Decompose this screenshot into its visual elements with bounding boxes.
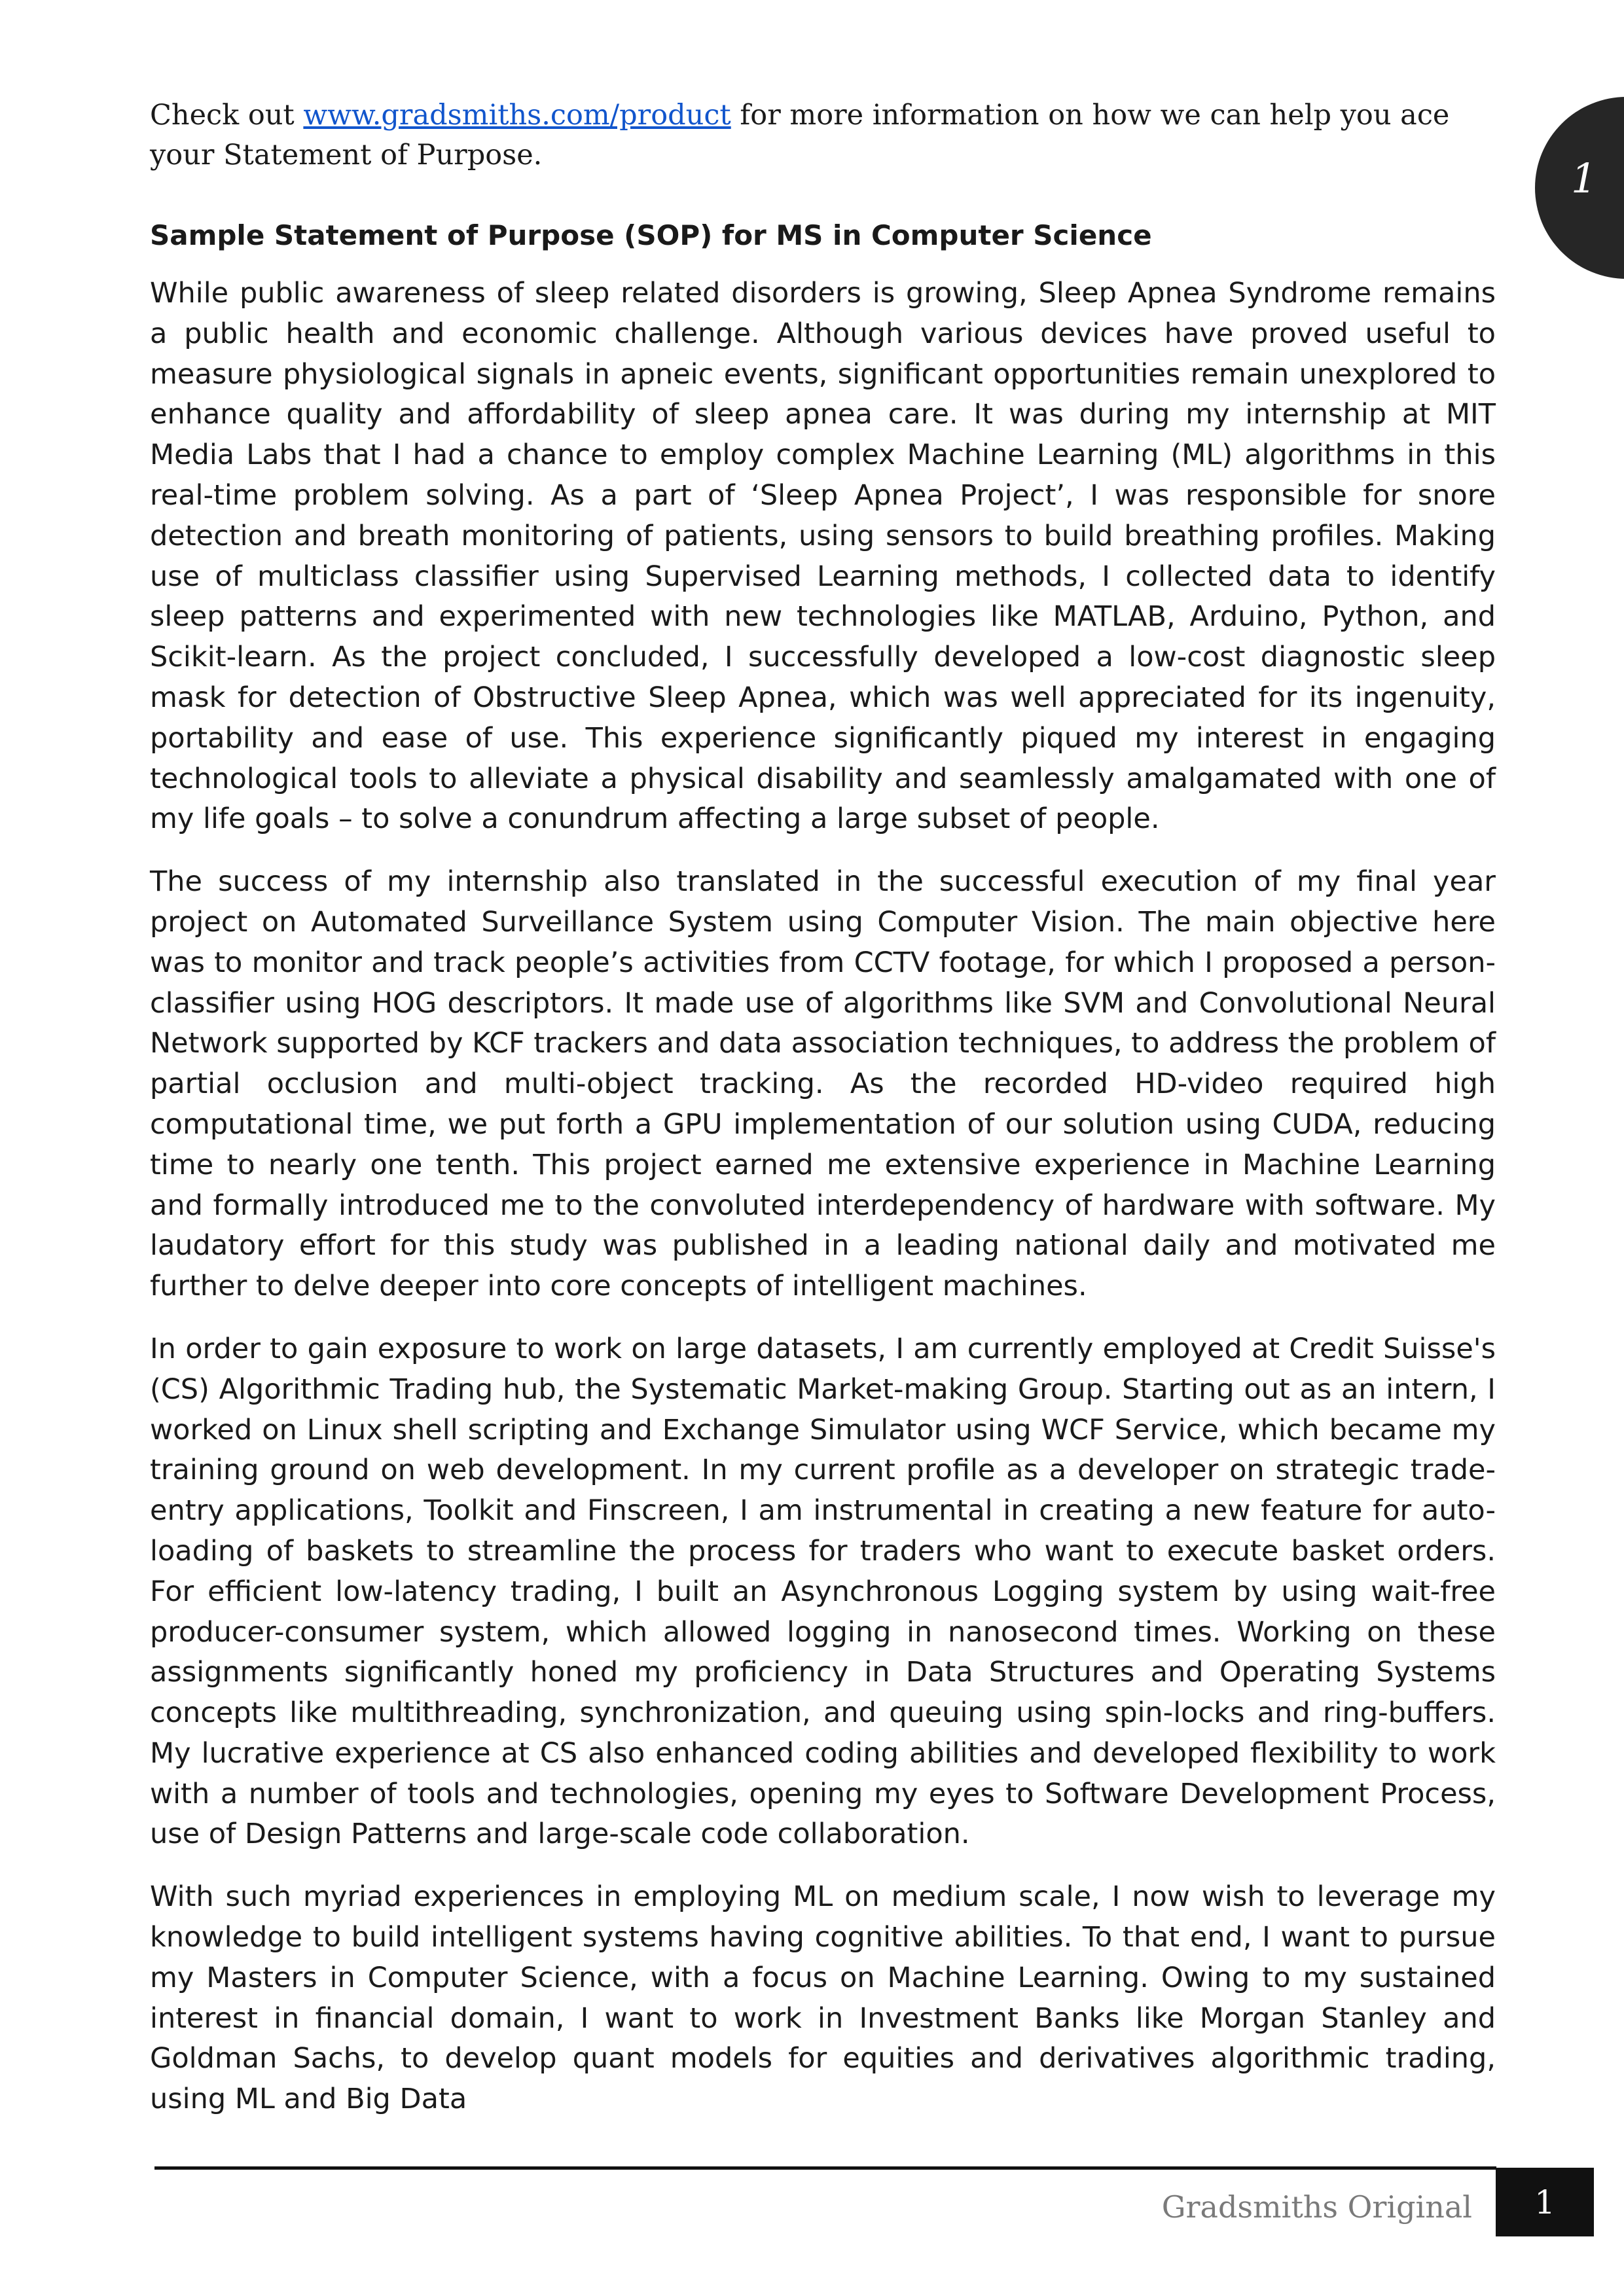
paragraph-2: The success of my internship also translated in the successful execution of my final year project on Automated Surveillance System using Computer Vision. The main objective here was to monitor and track people’s activities from CCTV footage, for which I proposed a person-classifier using HOG descriptors. It made use of algorithms like SVM and Convolutional Neural Network supported by KCF trackers and data association techniques, to address the problem of partial occlusion and multi-object tracking. As the recorded HD-video required high computational time, we put forth a GPU implementation of our solution using CUDA, reducing time to nearly one tenth. This project earned me extensive experience in Machine Learning and formally introduced me to the convoluted interdependency of hardware with software. My laudatory effort for this study was published in a leading national daily and motivated me further to delve deeper into core concepts of intelligent machines.: [150, 865, 1496, 1303]
paragraph-3: In order to gain exposure to work on large datasets, I am currently employed at Credit Suisse's (CS) Algorithmic Trading hub, the Systematic Market-making Group. Starting out as an intern, I worked on Linux shell scripting and Exchange Simulator using WCF Service, which became my training ground on web development. In my current profile as a developer on strategic trade-entry applications, Toolkit and Finscreen, I am instrumental in creating a new feature for auto-loading of baskets to streamline the process for traders who want to execute basket orders. For efficient low-latency trading, I built an Asynchronous Logging system by using wait-free producer-consumer system, which allowed logging in nanosecond times. Working on these assignments significantly honed my proficiency in Data Structures and Operating Systems concepts like multithreading, synchronization, and queuing using spin-locks and ring-buffers. My lucrative experience at CS also enhanced coding abilities and developed flexibility to work with a number of tools and technologies, opening my eyes to Software Development Process, use of Design Patterns and large-scale code collaboration.: [150, 1332, 1496, 1851]
footer-divider: [154, 2166, 1496, 2170]
footer-brand: Gradsmiths Original: [1161, 2189, 1472, 2225]
gradsmiths-product-link[interactable]: www.gradsmiths.com/product: [303, 99, 731, 132]
paragraph-4: With such myriad experiences in employing ML on medium scale, I now wish to leverage my knowledge to build intelligent systems having cognitive abilities. To that end, I want to pursue my Masters in Computer Science, with a focus on Machine Learning. Owing to my sustained interest in financial domain, I want to work in Investment Banks like Morgan Stanley and Goldman Sachs, to develop quant models for equities and derivatives algorithmic trading, using ML and Big Data: [150, 1880, 1496, 2116]
promo-suffix: for more information on how we can help you ace your Statement of Purpose.: [150, 99, 1450, 171]
promo-line: [150, 96, 1498, 175]
footer-page-number: 1: [1496, 2168, 1594, 2236]
page-tab-number: 1: [1571, 154, 1597, 202]
promo-prefix: Check out: [150, 99, 304, 132]
main-content: [150, 216, 1496, 2142]
document-heading: Sample Statement of Purpose (SOP) for MS in Computer Science: [150, 219, 1152, 251]
paragraph-1: While public awareness of sleep related disorders is growing, Sleep Apnea Syndrome remains a public health and economic challenge. Although various devices have proved useful to measure physiological signals in apneic events, significant opportunities remain unexplored to enhance quality and affordability of sleep apnea care. It was during my internship at MIT Media Labs that I had a chance to employ complex Machine Learning (ML) algorithms in this real-time problem solving. As a part of ‘Sleep Apnea Project’, I was responsible for snore detection and breath monitoring of patients, using sensors to build breathing profiles. Making use of multiclass classifier using Supervised Learning methods, I collected data to identify sleep patterns and experimented with new technologies like MATLAB, Arduino, Python, and Scikit-learn. As the project concluded, I successfully developed a low-cost diagnostic sleep mask for detection of Obstructive Sleep Apnea, which was well appreciated for its ingenuity, portability and ease of use. This experience significantly piqued my interest in engaging technological tools to alleviate a physical disability and seamlessly amalgamated with one of my life goals – to solve a conundrum affecting a large subset of people.: [150, 277, 1496, 836]
